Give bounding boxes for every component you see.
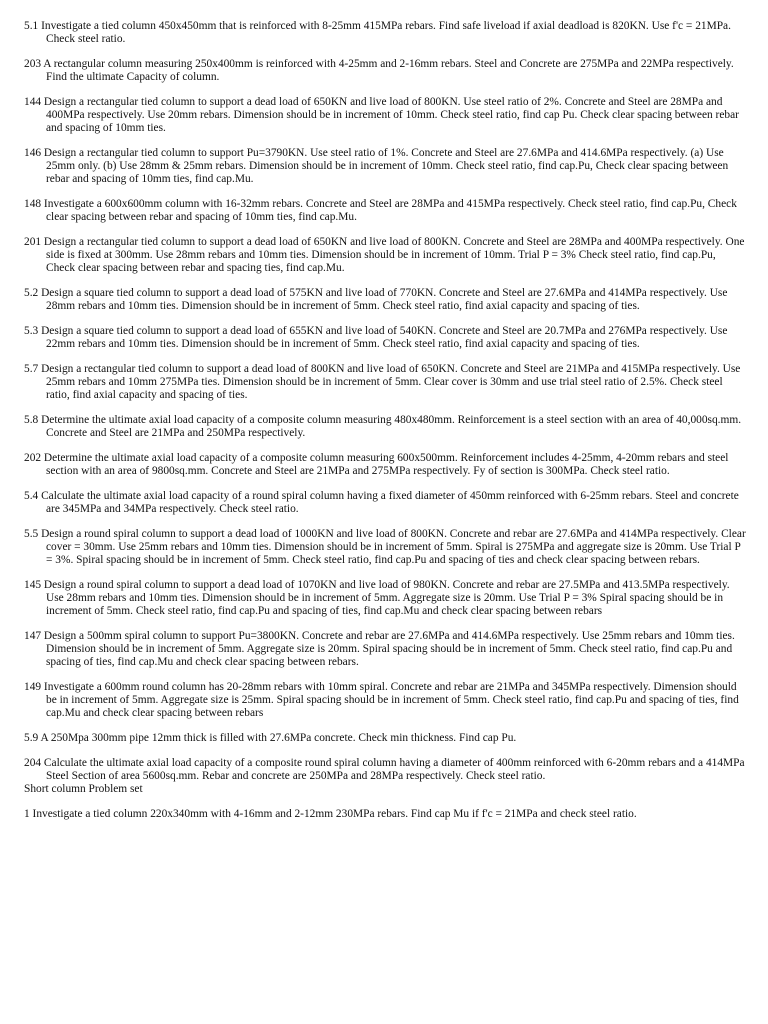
problem-5-4: 5.4 Calculate the ultimate axial load capacity of a round spiral column having a fixed diameter of 450mm reinforced with 6-25mm rebars. Steel and concrete are 345MPa and 34MPa respectively. Check steel ratio. — [24, 490, 739, 516]
problem-147: 147 Design a 500mm spiral column to support Pu=3800KN. Concrete and rebar are 27.6MPa and 414.6MPa respectively. Use 25mm rebars and 10mm ties. Dimension should be in increment of 5mm. Aggregate size is 20mm. Spiral spacing should be in increment of 5mm. Check steel ratio, find cap.Pu and spacing of ties, find cap.Mu and check clear spacing between rebars. — [24, 630, 735, 668]
problem-149: 149 Investigate a 600mm round column has 20-28mm rebars with 10mm spiral. Concrete and rebar are 21MPa and 345MPa respectively. Dimension should be in increment of 5mm. Aggregate size is 25mm. Spiral spacing should be in increment of 5mm. Check steel ratio, find cap.Pu and spacing of ties, find cap.Mu and check clear spacing between rebars — [24, 680, 739, 719]
problem-5-7: 5.7 Design a rectangular tied column to support a dead load of 800KN and live load of 650KN. Concrete and Steel are 21MPa and 415MPa respectively. Use 25mm rebars and 10mm 275MPa ties. Dimension should be in increment of 5mm. Clear cover is 30mm and use trial steel ratio of 2.5%. Check steel ratio, find axial capacity and spacing of ties. — [24, 363, 741, 401]
problem-203: 203 A rectangular column measuring 250x400mm is reinforced with 4-25mm and 2-16mm rebars. Steel and Concrete are 275MPa and 22MPa respectively. Find the ultimate Capacity of column. — [24, 58, 734, 83]
problem-5-5: 5.5 Design a round spiral column to support a dead load of 1000KN and live load of 800KN. Concrete and rebar are 27.6MPa and 414MPa respectively. Clear cover = 30mm. Use 25mm rebars and 10mm ties. Dimension should be in increment of 5mm. Spiral is 275MPa and aggregate size is 20mm. Use Trial P = 3%. Spiral spacing should be in increment of 5mm. Check steel ratio, find cap.Pu and spacing of ties and check clear spacing between rebars. — [24, 528, 746, 566]
problem-5-9: 5.9 A 250Mpa 300mm pipe 12mm thick is filled with 27.6MPa concrete. Check min thickness. Find cap Pu. — [24, 731, 517, 744]
problem-5-8: 5.8 Determine the ultimate axial load capacity of a composite column measuring 480x480mm. Reinforcement is a steel section with an area of 40,000sq.mm. Concrete and Steel are 21MPa and 250MPa respectively. — [24, 414, 742, 439]
problem-201: 201 Design a rectangular tied column to support a dead load of 650KN and live load of 800KN. Concrete and Steel are 28MPa and 400MPa respectively. One side is fixed at 300mm. Use 28mm rebars and 10mm ties. Dimension should be in increment of 10mm. Trial P = 3% Check steel ratio, find cap.Pu, Check clear spacing between rebar and spacing ties, find cap.Mu. — [24, 236, 745, 274]
problem-144: 144 Design a rectangular tied column to support a dead load of 650KN and live load of 800KN. Use steel ratio of 2%. Concrete and Steel are 28MPa and 400MPa respectively. Use 20mm rebars. Dimension should be in increment of 10mm. Check steel ratio, find cap Pu. Check clear spacing between rebar and spacing of 10mm ties. — [24, 96, 739, 134]
problem-202: 202 Determine the ultimate axial load capacity of a composite column measuring 600x500mm. Reinforcement includes 4-25mm, 4-20mm rebars and steel section with an area of 9800sq.mm. Concrete and Steel are 21MPa and 275MPa respectively. Fy of section is 300MPa. Check steel ratio. — [24, 452, 729, 477]
problem-5-1: 5.1 Investigate a tied column 450x450mm that is reinforced with 8-25mm 415MPa rebars. Find safe liveload if axial deadload is 820KN. Use f'c = 21MPa. Check steel ratio. — [24, 20, 731, 45]
problem-145: 145 Design a round spiral column to support a dead load of 1070KN and live load of 980KN. Concrete and rebar are 27.5MPa and 413.5MPa respectively. Use 28mm rebars and 10mm ties. Dimension should be in increment of 5mm. Aggregate size is 20mm. Use Trial P = 3% Spiral spacing should be in increment of 5mm. Check steel ratio, find cap.Pu and spacing of ties, find cap.Mu and check clear spacing between rebars — [24, 579, 730, 617]
short-problem-1: 1 Investigate a tied column 220x340mm with 4-16mm and 2-12mm 230MPa rebars. Find cap Mu if f'c = 21MPa and check steel ratio. — [24, 808, 637, 821]
problem-148: 148 Investigate a 600x600mm column with 16-32mm rebars. Concrete and Steel are 28MPa and 415MPa respectively. Check steel ratio, find cap.Pu, Check clear spacing between rebar and spacing of 10mm ties, find cap.Mu. — [24, 197, 737, 223]
section-heading: Short column Problem set — [24, 782, 143, 795]
problem-5-2: 5.2 Design a square tied column to support a dead load of 575KN and live load of 770KN. Concrete and Steel are 27.6MPa and 414MPa respectively. Use 28mm rebars and 10mm ties. Dimension should be in increment of 5mm. Check steel ratio, find axial capacity and spacing of ties. — [24, 286, 728, 312]
problem-146: 146 Design a rectangular tied column to support Pu=3790KN. Use steel ratio of 1%. Concrete and Steel are 27.6MPa and 414.6MPa respectively. (a) Use 25mm only. (b) Use 28mm & 25mm rebars. Dimension should be in increment of 10mm. Check steel ratio, find cap.Pu, Check clear spacing between rebar and spacing of 10mm ties, find cap.Mu. — [24, 147, 729, 185]
problem-204: 204 Calculate the ultimate axial load capacity of a composite round spiral column having a diameter of 400mm reinforced with 6-20mm rebars and a 414MPa Steel Section of area 5600sq.mm. Rebar and concrete are 250MPa and 28MPa respectively. Check steel ratio. — [24, 757, 745, 782]
problem-5-3: 5.3 Design a square tied column to support a dead load of 655KN and live load of 540KN. Concrete and Steel are 20.7MPa and 276MPa respectively. Use 22mm rebars and 10mm ties. Dimension should be in increment of 5mm. Check steel ratio, find axial capacity and spacing of ties. — [24, 325, 728, 350]
